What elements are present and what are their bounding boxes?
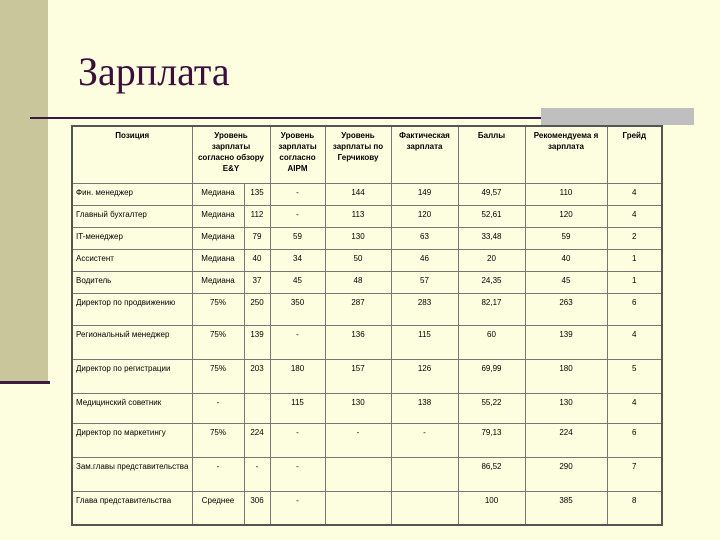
- table-row: [72, 491, 662, 525]
- table-cell: 33,48: [458, 227, 525, 249]
- table-cell: [325, 491, 391, 525]
- table-cell: 126: [391, 359, 458, 393]
- table-row: [72, 227, 662, 249]
- row-position-cell: Фин. менеджер: [72, 183, 192, 205]
- table-cell: 4: [607, 393, 662, 423]
- table-cell: Медиана: [192, 183, 244, 205]
- row-position-cell: Водитель: [72, 271, 192, 293]
- table-cell: 52,61: [458, 205, 525, 227]
- table-cell: 20: [458, 249, 525, 271]
- table-cell: 120: [525, 205, 607, 227]
- table-cell: 290: [525, 457, 607, 491]
- table-row: [72, 271, 662, 293]
- table-cell: 112: [244, 205, 270, 227]
- table-row: [72, 205, 662, 227]
- table-cell: 60: [458, 325, 525, 359]
- header-actual-salary: Фактическая зарплата: [391, 126, 458, 183]
- table-cell: -: [270, 491, 325, 525]
- header-gerchikov-salary: Уровень зарплаты по Герчикову: [325, 126, 391, 183]
- table-header-row: [72, 126, 662, 183]
- table-cell: 7: [607, 457, 662, 491]
- header-recommended-salary: Рекомендуема я зарплата: [525, 126, 607, 183]
- table-cell: [325, 457, 391, 491]
- table-cell: 157: [325, 359, 391, 393]
- table-cell: 139: [244, 325, 270, 359]
- row-position-cell: Глава представительства: [72, 491, 192, 525]
- table-cell: [391, 491, 458, 525]
- table-cell: 75%: [192, 293, 244, 325]
- table-cell: -: [244, 457, 270, 491]
- table-cell: 50: [325, 249, 391, 271]
- table-cell: 48: [325, 271, 391, 293]
- table-cell: 149: [391, 183, 458, 205]
- table-cell: [244, 393, 270, 423]
- table-cell: 45: [270, 271, 325, 293]
- table-cell: 180: [270, 359, 325, 393]
- table-cell: Медиана: [192, 227, 244, 249]
- table-cell: -: [192, 393, 244, 423]
- table-cell: Медиана: [192, 271, 244, 293]
- table-cell: 79: [244, 227, 270, 249]
- table-row: [72, 249, 662, 271]
- header-ey-salary: Уровень зарплаты согласно обзору E&Y: [192, 126, 270, 183]
- table-row: [72, 183, 662, 205]
- table-row: [72, 393, 662, 423]
- table-cell: -: [325, 423, 391, 457]
- table-cell: Среднее: [192, 491, 244, 525]
- table-cell: 86,52: [458, 457, 525, 491]
- table-cell: 350: [270, 293, 325, 325]
- table-cell: 55,22: [458, 393, 525, 423]
- row-position-cell: Директор по продвижению: [72, 293, 192, 325]
- header-aipm-salary: Уровень зарплаты согласно AIPM: [270, 126, 325, 183]
- table-cell: 139: [525, 325, 607, 359]
- left-decor-bar: [0, 0, 48, 383]
- table-cell: 5: [607, 359, 662, 393]
- row-position-cell: Региональный менеджер: [72, 325, 192, 359]
- table-cell: 180: [525, 359, 607, 393]
- table-cell: 113: [325, 205, 391, 227]
- table-cell: 144: [325, 183, 391, 205]
- table-cell: 24,35: [458, 271, 525, 293]
- table-cell: 130: [325, 393, 391, 423]
- table-cell: 59: [270, 227, 325, 249]
- table-cell: 63: [391, 227, 458, 249]
- table-cell: 110: [525, 183, 607, 205]
- table-cell: 4: [607, 325, 662, 359]
- table-cell: 250: [244, 293, 270, 325]
- table-cell: 263: [525, 293, 607, 325]
- row-position-cell: IT-менеджер: [72, 227, 192, 249]
- table-cell: 6: [607, 293, 662, 325]
- table-cell: 136: [325, 325, 391, 359]
- table-cell: 100: [458, 491, 525, 525]
- table-cell: 115: [270, 393, 325, 423]
- table-cell: 8: [607, 491, 662, 525]
- table-cell: 40: [525, 249, 607, 271]
- row-position-cell: Директор по регистрации: [72, 359, 192, 393]
- table-cell: 57: [391, 271, 458, 293]
- table-cell: 79,13: [458, 423, 525, 457]
- table-cell: 306: [244, 491, 270, 525]
- table-cell: 115: [391, 325, 458, 359]
- table-cell: 75%: [192, 325, 244, 359]
- table-cell: 224: [525, 423, 607, 457]
- table-cell: 45: [525, 271, 607, 293]
- table-row: [72, 359, 662, 393]
- table-cell: 135: [244, 183, 270, 205]
- table-cell: -: [270, 205, 325, 227]
- table-cell: 130: [325, 227, 391, 249]
- table-cell: 283: [391, 293, 458, 325]
- table-cell: 1: [607, 271, 662, 293]
- table-cell: 34: [270, 249, 325, 271]
- table-cell: 203: [244, 359, 270, 393]
- table-cell: 59: [525, 227, 607, 249]
- table-cell: 82,17: [458, 293, 525, 325]
- table-cell: 130: [525, 393, 607, 423]
- table-cell: 2: [607, 227, 662, 249]
- table-cell: -: [270, 457, 325, 491]
- table-cell: 46: [391, 249, 458, 271]
- table-cell: 37: [244, 271, 270, 293]
- salary-table: [71, 125, 663, 526]
- page-title: Зарплата: [78, 49, 230, 94]
- table-row: [72, 325, 662, 359]
- row-position-cell: Директор по маркетингу: [72, 423, 192, 457]
- table-cell: 75%: [192, 423, 244, 457]
- table-cell: 224: [244, 423, 270, 457]
- table-cell: 385: [525, 491, 607, 525]
- row-position-cell: Ассистент: [72, 249, 192, 271]
- header-points: Баллы: [458, 126, 525, 183]
- table-cell: 49,57: [458, 183, 525, 205]
- table-cell: Медиана: [192, 205, 244, 227]
- table-cell: 120: [391, 205, 458, 227]
- row-position-cell: Главный бухгалтер: [72, 205, 192, 227]
- table-cell: -: [270, 325, 325, 359]
- table-cell: -: [270, 423, 325, 457]
- table-cell: -: [270, 183, 325, 205]
- table-cell: 4: [607, 183, 662, 205]
- table-row: [72, 293, 662, 325]
- table-cell: 40: [244, 249, 270, 271]
- header-grade: Грейд: [607, 126, 662, 183]
- row-position-cell: Медицинский советник: [72, 393, 192, 423]
- corner-decor-box: [541, 108, 694, 125]
- table-cell: 6: [607, 423, 662, 457]
- row-position-cell: Зам.главы представительства: [72, 457, 192, 491]
- table-cell: 69,99: [458, 359, 525, 393]
- left-decor-line: [0, 381, 50, 384]
- table-cell: [391, 457, 458, 491]
- table-row: [72, 457, 662, 491]
- table-cell: 4: [607, 205, 662, 227]
- table-cell: 138: [391, 393, 458, 423]
- table-cell: -: [192, 457, 244, 491]
- table-cell: Медиана: [192, 249, 244, 271]
- table-cell: 75%: [192, 359, 244, 393]
- table-cell: 1: [607, 249, 662, 271]
- table-cell: 287: [325, 293, 391, 325]
- table-row: [72, 423, 662, 457]
- table-cell: -: [391, 423, 458, 457]
- header-position: Позиция: [72, 126, 192, 183]
